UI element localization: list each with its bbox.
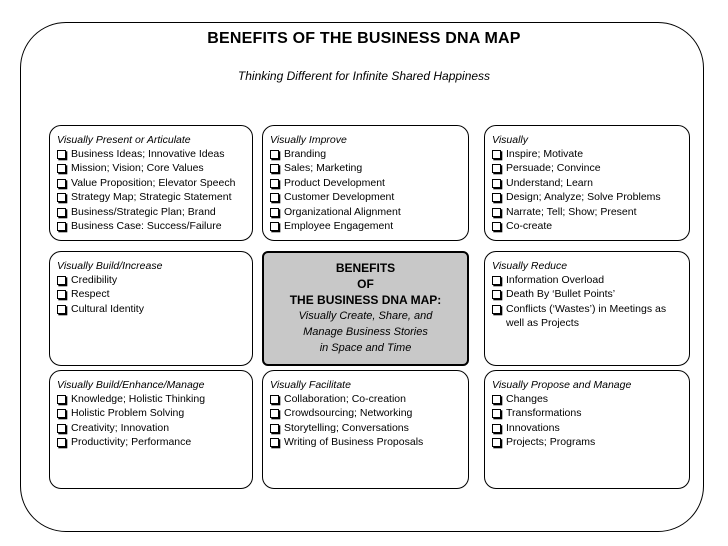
box-item (492, 190, 683, 204)
checkbox-bullet-icon (492, 193, 501, 202)
box-item-text: Collaboration; Co-creation (284, 393, 406, 405)
box-item-text: Projects; Programs (506, 436, 596, 449)
box-item (492, 161, 683, 175)
checkbox-bullet-icon (492, 290, 501, 299)
box-item-text: Crowdsourcing; Networking (284, 407, 413, 420)
box-visually (484, 125, 690, 241)
box-item-text: Business Case: Success/Failure (71, 220, 222, 233)
box-item-text: Creativity; Innovation (71, 421, 170, 434)
box-item-list (57, 392, 246, 450)
box-item-text: Co-create (506, 220, 553, 233)
box-item (57, 219, 246, 233)
box-item (492, 392, 683, 406)
box-improve (262, 125, 469, 241)
box-item-text: Changes (506, 393, 549, 405)
box-item (270, 176, 462, 190)
checkbox-bullet-icon (492, 276, 501, 285)
center-line-manage-stories: Manage Business Stories (303, 326, 428, 338)
box-item-text: Branding (284, 148, 327, 160)
box-item-text: Storytelling; Conversations (284, 421, 409, 434)
box-item-text: Business/Strategic Plan; Brand (71, 205, 216, 218)
box-item (57, 161, 246, 175)
box-item (492, 273, 683, 287)
box-item (270, 205, 462, 219)
box-facilitate (262, 370, 469, 489)
box-item-text: Productivity; Performance (71, 436, 192, 449)
box-item-text: Information Overload (506, 274, 605, 286)
box-item-text: Customer Development (284, 191, 395, 204)
checkbox-bullet-icon (492, 305, 501, 314)
box-item (270, 435, 462, 449)
box-item (492, 406, 683, 420)
box-item-list (492, 147, 683, 233)
checkbox-bullet-icon (270, 150, 279, 159)
checkbox-bullet-icon (57, 222, 66, 231)
box-propose-manage (484, 370, 690, 489)
box-item-text: Conflicts (‘Wastes’) in Meetings as well as Projects (506, 302, 667, 330)
page-subtitle: Thinking Different for Infinite Shared Happiness (237, 69, 491, 83)
center-line-dna-map: THE BUSINESS DNA MAP: (289, 293, 442, 307)
box-title: Visually Build/Increase (57, 260, 163, 272)
box-item-text: Understand; Learn (506, 176, 593, 189)
box-item-text: Organizational Alignment (284, 205, 401, 218)
checkbox-bullet-icon (270, 179, 279, 188)
box-item-list (270, 147, 462, 233)
center-line-benefits: BENEFITS (335, 261, 396, 275)
box-item (57, 435, 246, 449)
box-build-increase (49, 251, 253, 366)
box-item (57, 392, 246, 406)
checkbox-bullet-icon (492, 150, 501, 159)
box-title: Visually Present or Articulate (57, 134, 191, 146)
box-item (492, 435, 683, 449)
checkbox-bullet-icon (57, 193, 66, 202)
checkbox-bullet-icon (492, 222, 501, 231)
box-item-text: Product Development (284, 176, 385, 189)
box-item-text: Death By ‘Bullet Points’ (506, 288, 616, 301)
box-reduce (484, 251, 690, 366)
checkbox-bullet-icon (57, 276, 66, 285)
box-item-text: Writing of Business Proposals (284, 436, 424, 449)
box-item-text: Employee Engagement (284, 220, 394, 233)
box-item-text: Innovations (506, 421, 560, 434)
box-item-text: Business Ideas; Innovative Ideas (71, 148, 225, 160)
box-item (57, 147, 246, 161)
box-item (492, 205, 683, 219)
checkbox-bullet-icon (57, 395, 66, 404)
center-line-create-share: Visually Create, Share, and (298, 310, 433, 322)
box-item (57, 421, 246, 435)
center-box (262, 251, 469, 366)
checkbox-bullet-icon (57, 164, 66, 173)
checkbox-bullet-icon (492, 179, 501, 188)
center-line-of: OF (357, 277, 374, 291)
box-item (492, 302, 683, 331)
checkbox-bullet-icon (492, 395, 501, 404)
box-item (57, 190, 246, 204)
checkbox-bullet-icon (270, 193, 279, 202)
checkbox-bullet-icon (492, 424, 501, 433)
box-title: Visually (492, 134, 528, 146)
checkbox-bullet-icon (57, 438, 66, 447)
box-item (270, 190, 462, 204)
checkbox-bullet-icon (270, 222, 279, 231)
box-item-text: Sales; Marketing (284, 162, 363, 175)
checkbox-bullet-icon (57, 179, 66, 188)
box-item-list (492, 392, 683, 450)
checkbox-bullet-icon (270, 409, 279, 418)
box-item (57, 176, 246, 190)
box-item-text: Strategy Map; Strategic Statement (71, 191, 232, 204)
page-title: BENEFITS OF THE BUSINESS DNA MAP (207, 30, 521, 47)
box-item-text: Respect (71, 288, 110, 301)
box-build-enhance-manage (49, 370, 253, 489)
box-item (270, 161, 462, 175)
checkbox-bullet-icon (270, 395, 279, 404)
checkbox-bullet-icon (57, 150, 66, 159)
checkbox-bullet-icon (492, 438, 501, 447)
checkbox-bullet-icon (270, 208, 279, 217)
box-item-text: Mission; Vision; Core Values (71, 162, 204, 175)
box-item (270, 219, 462, 233)
box-item-text: Design; Analyze; Solve Problems (506, 191, 661, 204)
box-item (492, 219, 683, 233)
box-item (270, 392, 462, 406)
box-item-list (57, 147, 246, 233)
box-item (492, 176, 683, 190)
box-present-articulate (49, 125, 253, 241)
box-item (270, 406, 462, 420)
box-title: Visually Propose and Manage (492, 379, 632, 391)
box-item (57, 302, 246, 316)
box-item (57, 205, 246, 219)
checkbox-bullet-icon (57, 290, 66, 299)
checkbox-bullet-icon (492, 164, 501, 173)
checkbox-bullet-icon (270, 438, 279, 447)
box-item-text: Narrate; Tell; Show; Present (506, 205, 637, 218)
box-item (270, 421, 462, 435)
checkbox-bullet-icon (270, 164, 279, 173)
box-item (270, 147, 462, 161)
checkbox-bullet-icon (57, 424, 66, 433)
box-item (57, 406, 246, 420)
box-item-text: Inspire; Motivate (506, 148, 584, 160)
box-item-text: Knowledge; Holistic Thinking (71, 393, 206, 405)
box-item (492, 421, 683, 435)
box-item-list (57, 273, 246, 316)
box-item-text: Transformations (506, 407, 582, 420)
checkbox-bullet-icon (57, 208, 66, 217)
box-title: Visually Reduce (492, 260, 568, 272)
box-item-text: Persuade; Convince (506, 162, 601, 175)
checkbox-bullet-icon (57, 305, 66, 314)
box-item-text: Cultural Identity (71, 302, 144, 315)
box-item-text: Value Proposition; Elevator Speech (71, 176, 236, 189)
center-line-space-time: in Space and Time (319, 342, 412, 354)
checkbox-bullet-icon (492, 409, 501, 418)
checkbox-bullet-icon (270, 424, 279, 433)
box-title: Visually Facilitate (270, 379, 351, 391)
box-title: Visually Build/Enhance/Manage (57, 379, 205, 391)
box-item-text: Holistic Problem Solving (71, 407, 185, 420)
box-item (57, 287, 246, 301)
box-item (57, 273, 246, 287)
checkbox-bullet-icon (57, 409, 66, 418)
box-item-list (270, 392, 462, 450)
box-item (492, 147, 683, 161)
checkbox-bullet-icon (492, 208, 501, 217)
box-item-list (492, 273, 683, 331)
box-title: Visually Improve (270, 134, 347, 146)
box-item (492, 287, 683, 301)
box-item-text: Credibility (71, 274, 118, 286)
